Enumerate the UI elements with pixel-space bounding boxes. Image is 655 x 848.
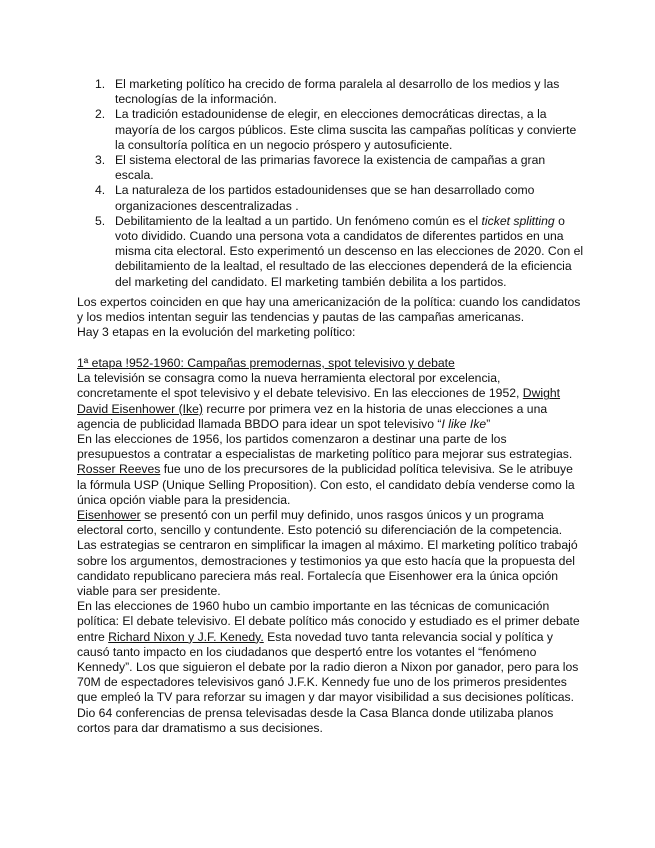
list-item-text-post: o voto dividido. Cuando una persona vota a candidatos de diferentes partidos en una misma cita electoral. Esto experimentó un descenso en las elecciones de 2020. Con el debilitamiento de la lealtad, el resultado de las elecciones dependerá de la eficiencia del marketing del candidato. El marketing también debilita a los partidos.	[115, 213, 584, 289]
link-rosser-reeves[interactable]: Rosser Reeves	[77, 462, 161, 477]
paragraph-text: recurre por primera vez en la historia de unas elecciones a una agencia de publicidad llamada BBDO para idear un spot televisivo “	[77, 401, 548, 431]
list-item-text: El sistema electoral de las primarias favorece la existencia de campañas a gran escala.	[115, 153, 546, 183]
paragraph-text: La televisión se consagra como la nueva herramienta electoral por excelencia, concretamente el spot televisivo y el debate televisivo. En las elecciones de 1952,	[77, 371, 523, 401]
list-item	[95, 77, 585, 107]
italic-term: ticket splitting	[481, 213, 555, 228]
intro-block	[77, 295, 582, 341]
paragraph-text: En las elecciones de 1960 hubo un cambio importante en las técnicas de comunicación política: El debate televisivo. El debate político más conocido y estudiado es el primer debate entre	[77, 599, 580, 644]
italic-slogan: I like Ike	[441, 416, 487, 431]
paragraph-1956	[77, 432, 582, 508]
paragraph-1952	[77, 371, 582, 432]
list-item-text-pre: Debilitamiento de la lealtad a un partido. Un fenómeno común es el	[115, 213, 482, 228]
intro-paragraph: Los expertos coinciden en que hay una americanización de la política: cuando los candidatos y los medios intentan seguir las tendencias y pautas de las campañas americanas.	[77, 295, 581, 325]
paragraph-text: Esta novedad tuvo tanta relevancia social y política y causó tanto impacto en los ciudadanos que despertó entre los votantes el “fenómeno Kennedy”. Los que siguieron el debate por la radio dieron a Nixon por ganador, pero para los 70M de espectadores televisivos ganó J.F.K. Kennedy fue uno de los primeros presidentes que empleó la TV para reforzar su imagen y dar mayor visibilidad a sus decisiones políticas. Dio 64 conferencias de prensa televisadas desde la Casa Blanca donde utilizaba planos cortos para dar dramatismo a sus decisiones.	[77, 629, 579, 735]
paragraph-text: se presentó con un perfil muy definido, unos rasgos únicos y un programa electoral corto, sencillo y contundente. Esto potenció su diferenciación de la competencia. Las estrategias se centraron en simplificar la imagen al máximo. El marketing político trabajó sobre los argumentos, demostraciones y testimonios ya que esto hacía que la propuesta del candidato republicano pareciera más real. Fortalecía que Eisenhower era la única opción viable para ser presidente.	[77, 508, 578, 599]
link-nixon-kennedy[interactable]: Richard Nixon y J.F. Kenedy.	[108, 629, 264, 644]
list-item-text: El marketing político ha crecido de forma paralela al desarrollo de los medios y las tecnologías de la información.	[115, 77, 560, 107]
list-item-text: La naturaleza de los partidos estadounidenses que se han desarrollado como organizaciones descentralizadas .	[115, 183, 535, 213]
link-eisenhower[interactable]: Dwight David Eisenhower (Ike)	[77, 386, 561, 416]
list-number: 2.	[95, 107, 106, 122]
list-item-text	[115, 214, 583, 289]
paragraph-text: fue uno de los precursores de la publicidad política televisiva. Se le atribuye la fórmula USP (Unique Selling Proposition). Con esto, el candidato debía venderse como la única opción viable para la presidencia.	[77, 462, 575, 507]
section-stage-1	[77, 356, 582, 736]
list-number: 5.	[95, 213, 106, 228]
section-heading: 1ª etapa !952-1960: Campañas premodernas, spot televisivo y debate	[77, 356, 455, 370]
list-number: 3.	[95, 153, 106, 168]
paragraph-text: ”	[486, 416, 491, 431]
paragraph-text: En las elecciones de 1956, los partidos comenzaron a destinar una parte de los presupuestos a contratar a especialistas de marketing político para mejorar sus estrategias.	[77, 432, 573, 462]
intro-stages-line: Hay 3 etapas en la evolución del marketing político:	[77, 325, 356, 340]
paragraph-1960	[77, 599, 582, 736]
list-item	[95, 107, 585, 153]
list-item	[95, 214, 585, 290]
list-item	[95, 183, 585, 213]
paragraph-eisenhower-profile	[77, 508, 582, 599]
numbered-list	[95, 77, 585, 290]
list-item	[95, 153, 585, 183]
list-number: 1.	[95, 77, 106, 91]
link-eisenhower-2[interactable]: Eisenhower	[77, 508, 141, 523]
list-number: 4.	[95, 183, 106, 198]
list-item-text: La tradición estadounidense de elegir, en elecciones democráticas directas, a la mayoría de los cargos públicos. Este clima suscita las campañas políticas y convierte la consultoría política en un negocio próspero y autosuficiente.	[115, 107, 577, 152]
